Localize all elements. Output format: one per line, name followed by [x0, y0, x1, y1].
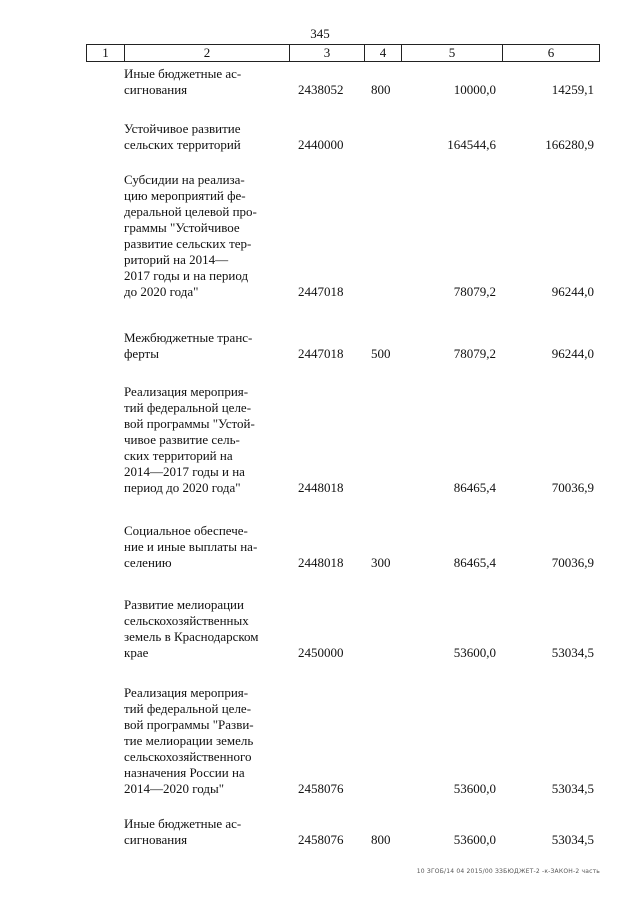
row-value-2: 53034,5: [551, 781, 594, 796]
row-code: 2438052: [298, 82, 344, 97]
row-value-2: 14259,1: [551, 82, 594, 97]
footer-file-reference: 10 ЗГОБ/14 04 2015/00 ЗЗБЮДЖЕТ-2 -к-ЗАКОН-2 часть: [416, 868, 600, 875]
row-value-1: 78079,2: [453, 346, 496, 361]
row-value-1: 53600,0: [453, 645, 496, 660]
row-value-1: 53600,0: [453, 781, 496, 796]
row-value-1: 10000,0: [453, 82, 496, 97]
row-value-2: 166280,9: [545, 137, 594, 152]
row-group: 800: [371, 832, 391, 847]
column-header-1: 1: [87, 45, 125, 61]
row-value-2: 53034,5: [551, 832, 594, 847]
row-description: Устойчивое развитие сельских территорий: [124, 121, 241, 152]
row-value-1: 86465,4: [453, 555, 496, 570]
row-description: Межбюджетные транс- ферты: [124, 330, 253, 361]
column-header-5: 5: [402, 45, 503, 61]
row-value-2: 96244,0: [551, 284, 594, 299]
row-description: Иные бюджетные ас- сигнования: [124, 816, 242, 847]
row-code: 2448018: [298, 480, 344, 495]
row-group: 800: [371, 82, 391, 97]
row-value-2: 70036,9: [551, 555, 594, 570]
row-value-2: 96244,0: [551, 346, 594, 361]
row-value-2: 70036,9: [551, 480, 594, 495]
row-code: 2440000: [298, 137, 344, 152]
row-code: 2450000: [298, 645, 344, 660]
column-header-2: 2: [125, 45, 290, 61]
row-code: 2458076: [298, 832, 344, 847]
row-group: 300: [371, 555, 391, 570]
page-number: 345: [310, 26, 330, 41]
row-value-1: 78079,2: [453, 284, 496, 299]
row-description: Реализация мероприя- тий федеральной целе- вой программы "Устой- чивое развитие сель- ских территорий на 2014—2017 годы и на период до 2020 года": [124, 384, 255, 495]
row-code: 2448018: [298, 555, 344, 570]
column-header-row: [86, 44, 600, 62]
column-header-4: 4: [365, 45, 402, 61]
row-description: Реализация мероприя- тий федеральной целе- вой программы "Разви- тие мелиорации земель сельскохозяйственного назначения России на 2014—2020 годы": [124, 685, 254, 796]
column-header-6: 6: [547, 45, 555, 60]
row-code: 2447018: [298, 346, 344, 361]
row-code: 2458076: [298, 781, 344, 796]
row-code: 2447018: [298, 284, 344, 299]
row-description: Социальное обеспече- ние и иные выплаты на- селению: [124, 523, 258, 570]
row-value-1: 86465,4: [453, 480, 496, 495]
row-value-2: 53034,5: [551, 645, 594, 660]
row-description: Развитие мелиорации сельскохозяйственных земель в Краснодарском крае: [124, 597, 259, 660]
column-header-3: 3: [290, 45, 365, 61]
row-group: 500: [371, 346, 391, 361]
row-value-1: 53600,0: [453, 832, 496, 847]
row-description: Иные бюджетные ас- сигнования: [124, 66, 242, 97]
row-value-1: 164544,6: [447, 137, 496, 152]
row-description: Субсидии на реализа- цию мероприятий фе- деральной целевой про- граммы "Устойчивое развитие сельских тер- риторий на 2014— 2017 годы и на период до 2020 года": [124, 172, 257, 299]
